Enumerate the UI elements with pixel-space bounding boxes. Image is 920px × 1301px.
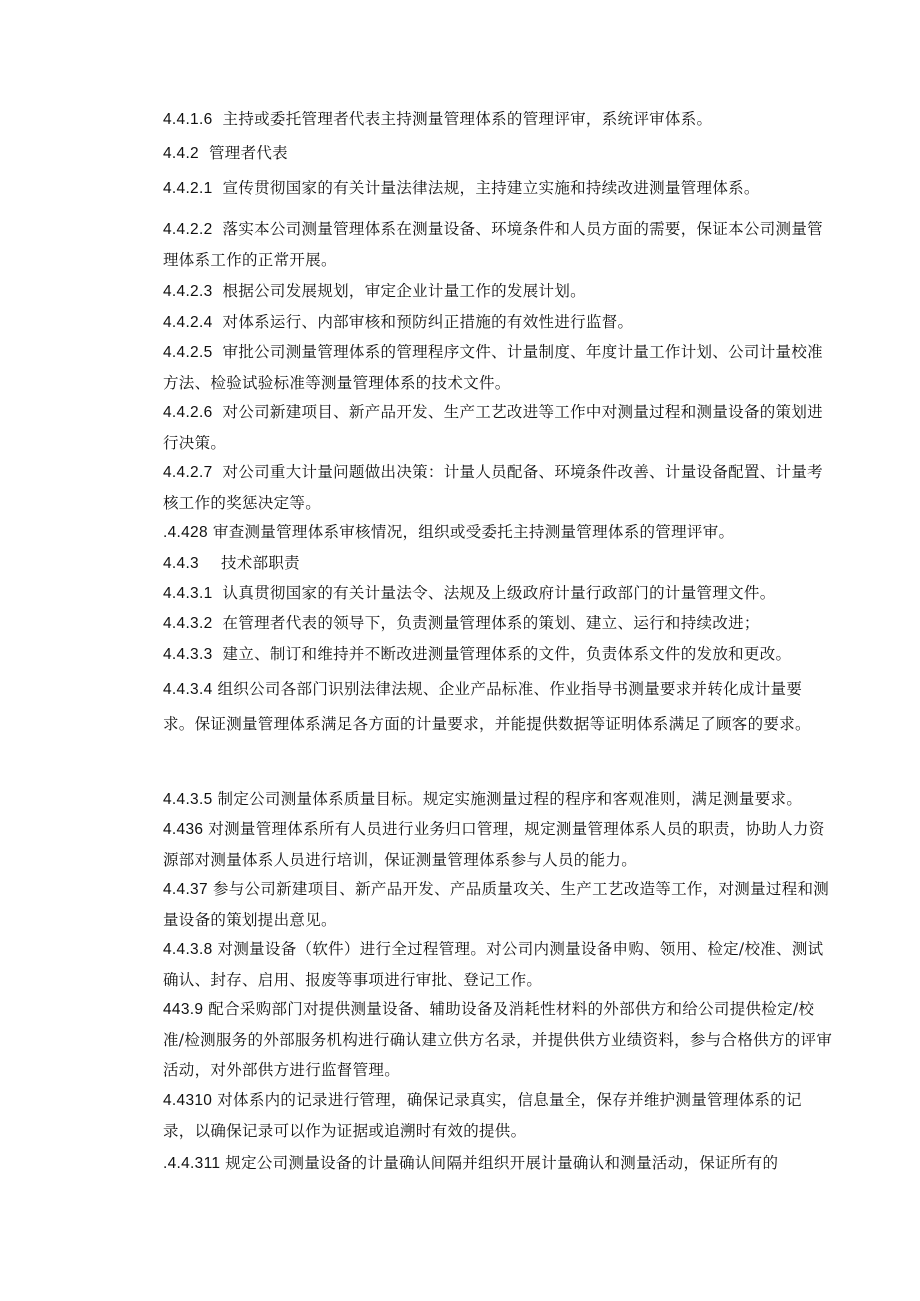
paragraph-4-4-3-4	[163, 672, 833, 742]
paragraph-4-4-2-6	[163, 397, 833, 458]
clause-text: 参与公司新建项目、新产品开发、产品质量攻关、生产工艺改造等工作，对测量过程和测量设备的策划提出意见。	[163, 880, 830, 929]
paragraph-4-4-2-4	[163, 307, 833, 338]
clause-number: 4.4.3.4	[163, 681, 213, 698]
clause-text: 配合采购部门对提供测量设备、辅助设备及消耗性材料的外部供方和给公司提供检定/校准/检测服务的外部服务机构进行确认建立供方名录，并提供供方业绩资料，参与合格供方的评审活动，对外部供方进行监督管理。	[163, 1000, 833, 1079]
clause-text: 审批公司测量管理体系的管理程序文件、计量制度、年度计量工作计划、公司计量校准方法、检验试验标准等测量管理体系的技术文件。	[163, 343, 823, 392]
clause-number: 4.436	[163, 821, 204, 838]
paragraph-4-4-2-7	[163, 457, 833, 518]
clause-number: 4.4310	[163, 1092, 213, 1109]
clause-number: 4.4.2.2	[163, 221, 213, 238]
paragraph-4-4-3-1	[163, 578, 833, 609]
clause-text: 对体系运行、内部审核和预防纠正措施的有效性进行监督。	[222, 313, 634, 331]
clause-number: 4.4.3.2	[163, 615, 213, 632]
clause-number: 4.4.3.1	[163, 585, 213, 602]
paragraph-4-4-3-5	[163, 784, 833, 815]
clause-text: 制定公司测量体系质量目标。规定实施测量过程的程序和客观准则，满足测量要求。	[217, 790, 803, 808]
clause-number: .4.428	[163, 524, 208, 541]
paragraph-4-4-3-3	[163, 639, 833, 670]
paragraph-4-4-2-3	[163, 276, 833, 307]
clause-text: 宣传贯彻国家的有关计量法律法规，主持建立实施和持续改进测量管理体系。	[222, 179, 760, 197]
clause-number: .4.4.311	[163, 1155, 221, 1172]
paragraph-4-4-2-1	[163, 173, 833, 204]
clause-text: 组织公司各部门识别法律法规、企业产品标准、作业指导书测量要求并转化成计量要求。保证测量管理体系满足各方面的计量要求，并能提供数据等证明体系满足了顾客的要求。	[163, 680, 811, 733]
clause-text: 根据公司发展规划，审定企业计量工作的发展计划。	[222, 282, 586, 300]
paragraph-4-4-2-2	[163, 214, 833, 275]
clause-number: 4.4.37	[163, 881, 208, 898]
paragraph-4-4-3-10	[163, 1085, 833, 1146]
clause-text: 对体系内的记录进行管理，确保记录真实，信息量全，保存并维护测量管理体系的记录，以确保记录可以作为证据或追溯时有效的提供。	[163, 1091, 802, 1140]
paragraph-4-4-3-9	[163, 994, 833, 1085]
clause-number: 4.4.2.5	[163, 344, 213, 361]
paragraph-4-4-3	[163, 548, 833, 579]
clause-number: 4.4.3.3	[163, 646, 213, 663]
clause-number: 4.4.1.6	[163, 111, 213, 128]
clause-text: 在管理者代表的领导下，负责测量管理体系的策划、建立、运行和持续改进；	[222, 614, 760, 632]
clause-text: 建立、制订和维持并不断改进测量管理体系的文件，负责体系文件的发放和更改。	[222, 645, 792, 663]
clause-text: 对公司重大计量问题做出决策：计量人员配备、环境条件改善、计量设备配置、计量考核工作的奖惩决定等。	[163, 463, 823, 512]
paragraph-4-4-3-2	[163, 608, 833, 639]
clause-text: 规定公司测量设备的计量确认间隔并组织开展计量确认和测量活动，保证所有的	[225, 1154, 779, 1172]
clause-text: 落实本公司测量管理体系在测量设备、环境条件和人员方面的需要，保证本公司测量管理体系工作的正常开展。	[163, 220, 823, 269]
clause-text: 对公司新建项目、新产品开发、生产工艺改进等工作中对测量过程和测量设备的策划进行决策。	[163, 403, 823, 452]
paragraph-4-4-3-6	[163, 814, 833, 875]
paragraph-4-4-2-5	[163, 337, 833, 398]
paragraph-4-4-3-8	[163, 934, 833, 995]
clause-number: 4.4.2.3	[163, 283, 213, 300]
clause-text: 主持或委托管理者代表主持测量管理体系的管理评审，系统评审体系。	[222, 110, 713, 128]
paragraph-4-4-2	[163, 138, 833, 169]
paragraph-4-4-3-7	[163, 874, 833, 935]
clause-number: 4.4.2.1	[163, 180, 213, 197]
clause-number: 4.4.2	[163, 145, 199, 162]
clause-number: 443.9	[163, 1001, 204, 1018]
paragraph-4-4-2-8	[163, 517, 833, 548]
clause-number: 4.4.2.7	[163, 464, 213, 481]
clause-number: 4.4.3	[163, 555, 199, 572]
clause-text: 认真贯彻国家的有关计量法令、法规及上级政府计量行政部门的计量管理文件。	[222, 584, 776, 602]
paragraph-4-4-1-6	[163, 104, 833, 135]
clause-text: 对测量管理体系所有人员进行业务归口管理，规定测量管理体系人员的职责，协助人力资源部对测量体系人员进行培训，保证测量管理体系参与人员的能力。	[163, 820, 825, 869]
clause-number: 4.4.2.4	[163, 314, 213, 331]
section-heading: 技术部职责	[220, 554, 300, 572]
clause-number: 4.4.3.5	[163, 791, 213, 808]
clause-number: 4.4.3.8	[163, 941, 213, 958]
clause-number: 4.4.2.6	[163, 404, 213, 421]
paragraph-4-4-3-11	[163, 1148, 833, 1179]
section-heading: 管理者代表	[208, 144, 288, 162]
clause-text: 对测量设备（软件）进行全过程管理。对公司内测量设备申购、领用、检定/校准、测试确认、封存、启用、报废等事项进行审批、登记工作。	[163, 940, 824, 989]
clause-text: 审查测量管理体系审核情况，组织或受委托主持测量管理体系的管理评审。	[212, 523, 735, 541]
